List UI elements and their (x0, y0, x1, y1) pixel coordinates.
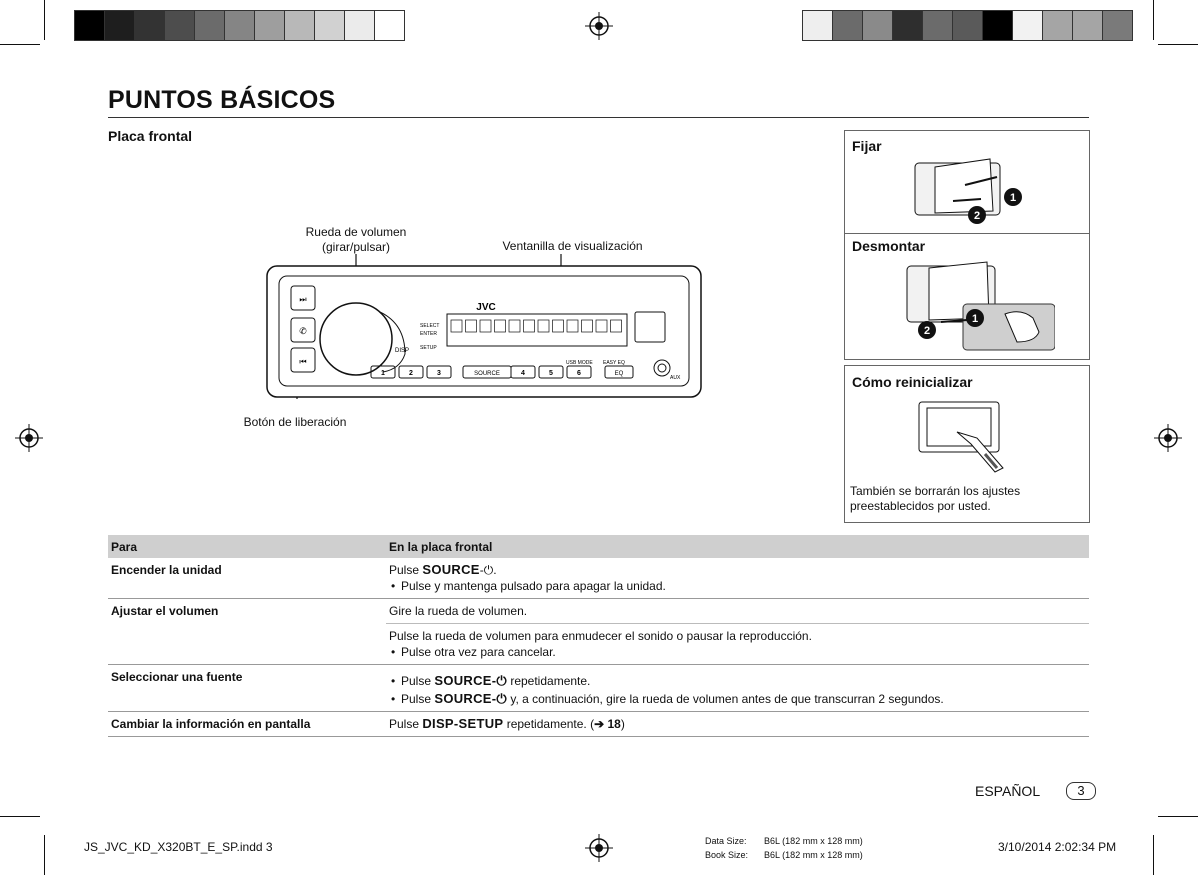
file-name: JS_JVC_KD_X320BT_E_SP.indd 3 (84, 840, 273, 854)
select-label: SELECT (420, 323, 440, 329)
detach-illustration (905, 258, 1055, 354)
size-values: B6L (182 mm x 128 mm) B6L (182 mm x 128 mm) (764, 836, 863, 860)
svg-text:2: 2 (923, 325, 931, 337)
aux-label: AUX (670, 375, 681, 381)
registration-mark-icon (15, 424, 43, 452)
brand-label: JVC (476, 302, 496, 313)
color-swatch (345, 11, 375, 40)
color-swatch (1073, 11, 1103, 40)
size-labels: Data Size: Book Size: (705, 836, 749, 860)
color-swatch (833, 11, 863, 40)
col-header-para: Para (108, 535, 386, 558)
bullet-item: • Pulse y mantenga pulsado para apagar la unidad. (389, 578, 1086, 594)
color-swatch (1103, 11, 1132, 40)
setup-label: SETUP (420, 345, 437, 351)
color-swatch (863, 11, 893, 40)
color-swatch (195, 11, 225, 40)
col-header-placa: En la placa frontal (386, 535, 1089, 558)
color-swatch (315, 11, 345, 40)
svg-text:1: 1 (971, 313, 979, 325)
op-desc: Pulse SOURCE-⏻. • Pulse y mantenga pulsado para apagar la unidad. (386, 558, 1089, 599)
source-button-ref: SOURCE-⏻ (434, 673, 507, 688)
table-header (108, 535, 1089, 558)
preset-label: 4 (521, 370, 525, 377)
color-swatch (285, 11, 315, 40)
svg-text:1: 1 (1009, 192, 1017, 204)
preset-label: 6 (577, 370, 581, 377)
enter-label: ENTER (420, 331, 437, 337)
disp-label: DISP (395, 348, 410, 354)
prev-icon: ⏮ (299, 357, 307, 366)
color-bar-right (802, 10, 1133, 41)
detach-title: Desmontar (852, 238, 926, 254)
table-row-volume-1 (108, 599, 1089, 624)
display-window (447, 314, 627, 346)
color-swatch (803, 11, 833, 40)
operations-table (108, 535, 1089, 737)
op-label: Ajustar el volumen (108, 599, 386, 665)
title-rule (108, 117, 1089, 118)
color-swatch (375, 11, 404, 40)
page-number: 3 (1066, 782, 1096, 800)
source-button-ref: SOURCE (422, 562, 480, 577)
usb-mode-label: USB MODE (566, 360, 593, 366)
eq-label: EQ (614, 371, 624, 377)
volume-knob (320, 303, 392, 375)
registration-mark-icon (585, 834, 613, 862)
easy-eq-label: EASY EQ (603, 360, 625, 366)
color-swatch (165, 11, 195, 40)
callout-release-button: Botón de liberación (243, 415, 347, 429)
op-desc: Gire la rueda de volumen. (386, 599, 1089, 624)
source-button-ref: SOURCE-⏻ (434, 691, 507, 706)
source-label: SOURCE (474, 371, 500, 377)
color-swatch (893, 11, 923, 40)
color-swatch (953, 11, 983, 40)
reset-title: Cómo reinicializar (852, 374, 973, 390)
registration-mark-icon (1154, 424, 1182, 452)
phone-icon: ✆ (299, 327, 307, 337)
color-swatch (923, 11, 953, 40)
page-title: PUNTOS BÁSICOS (108, 86, 336, 114)
page-reference: ➔ 18 (594, 717, 621, 731)
preset-label: 3 (437, 370, 441, 377)
callout-volume-knob: Rueda de volumen (girar/pulsar) (305, 225, 407, 254)
disp-setup-button-ref: DISP-SETUP (422, 716, 504, 731)
table-row-source (108, 665, 1089, 712)
table-row-display (108, 712, 1089, 737)
color-swatch (1043, 11, 1073, 40)
svg-text:2: 2 (973, 210, 981, 222)
reset-note: También se borrarán los ajustes preestablecidos por usted. (850, 484, 1021, 513)
color-swatch (105, 11, 135, 40)
color-swatch (75, 11, 105, 40)
color-swatch (1013, 11, 1043, 40)
color-swatch (225, 11, 255, 40)
reset-illustration (915, 398, 1015, 473)
preset-label: 5 (549, 370, 553, 377)
op-label: Cambiar la información en pantalla (108, 712, 386, 737)
callout-display-window: Ventanilla de visualización (502, 239, 643, 253)
next-icon: ⏭ (299, 295, 307, 304)
panel-divider (844, 233, 1090, 234)
op-desc: Pulse la rueda de volumen para enmudecer el sonido o pausar la reproducción. • Pulse otra vez para cancelar. (386, 624, 1089, 665)
color-swatch (135, 11, 165, 40)
timestamp: 3/10/2014 2:02:34 PM (998, 840, 1117, 854)
table-row-power (108, 558, 1089, 599)
color-swatch (983, 11, 1013, 40)
color-bar-left (74, 10, 405, 41)
attach-illustration (905, 155, 1035, 227)
op-desc: • Pulse SOURCE-⏻ repetidamente. • Pulse SOURCE-⏻ y, a continuación, gire la rueda de volumen antes de que transcurran 2 segundos. (386, 665, 1089, 712)
registration-mark-icon (585, 12, 613, 40)
preset-label: 2 (409, 370, 413, 377)
bullet-item: • Pulse otra vez para cancelar. (389, 644, 1086, 660)
op-label: Encender la unidad (108, 558, 386, 599)
attach-title: Fijar (852, 138, 882, 154)
color-swatch (255, 11, 285, 40)
language-label: ESPAÑOL (975, 783, 1041, 799)
faceplate-illustration (265, 254, 705, 399)
preset-label: 1 (381, 370, 385, 377)
section-title: Placa frontal (108, 128, 193, 144)
op-desc: Pulse DISP-SETUP repetidamente. (➔ 18) (386, 712, 1089, 737)
op-label: Seleccionar una fuente (108, 665, 386, 712)
